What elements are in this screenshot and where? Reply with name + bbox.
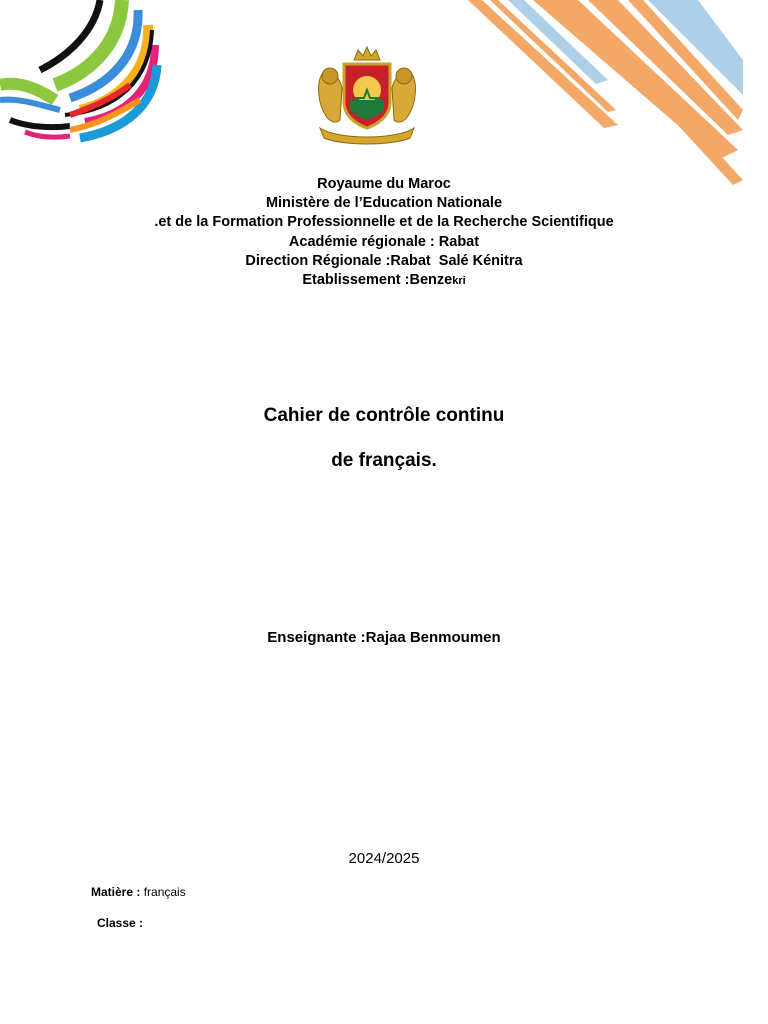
- subject-value: français: [140, 885, 186, 899]
- diagonal-stripes-decoration-icon: [468, 0, 768, 190]
- class-label: Classe :: [97, 916, 144, 930]
- establishment-label: Etablissement :Benze: [302, 272, 453, 289]
- header-line-ministry: Ministère de l’Education Nationale: [265, 195, 503, 212]
- teacher-name: Enseignante :Rajaa Benmoumen: [267, 629, 501, 646]
- document-title-line-1: Cahier de contrôle continu: [263, 405, 505, 426]
- globe-decoration-icon: [0, 0, 170, 150]
- header-line-kingdom: Royaume du Maroc: [317, 176, 451, 192]
- subject-label: Matière :: [91, 885, 141, 899]
- subject-field: [91, 885, 186, 899]
- establishment-suffix: kri: [452, 275, 466, 288]
- header-line-direction: Direction Régionale :Rabat Salé Kénitra: [245, 252, 523, 269]
- document-title-line-2: de français.: [331, 450, 437, 471]
- institution-header: [0, 175, 768, 291]
- school-year: 2024/2025: [348, 850, 420, 867]
- header-line-establishment: [0, 271, 768, 291]
- header-line-ministry-cont: .et de la Formation Professionnelle et de la Recherche Scientifique: [154, 214, 614, 231]
- class-field: [97, 916, 143, 930]
- header-line-academy: Académie régionale : Rabat: [288, 233, 480, 250]
- moroccan-coat-of-arms-icon: [314, 44, 420, 146]
